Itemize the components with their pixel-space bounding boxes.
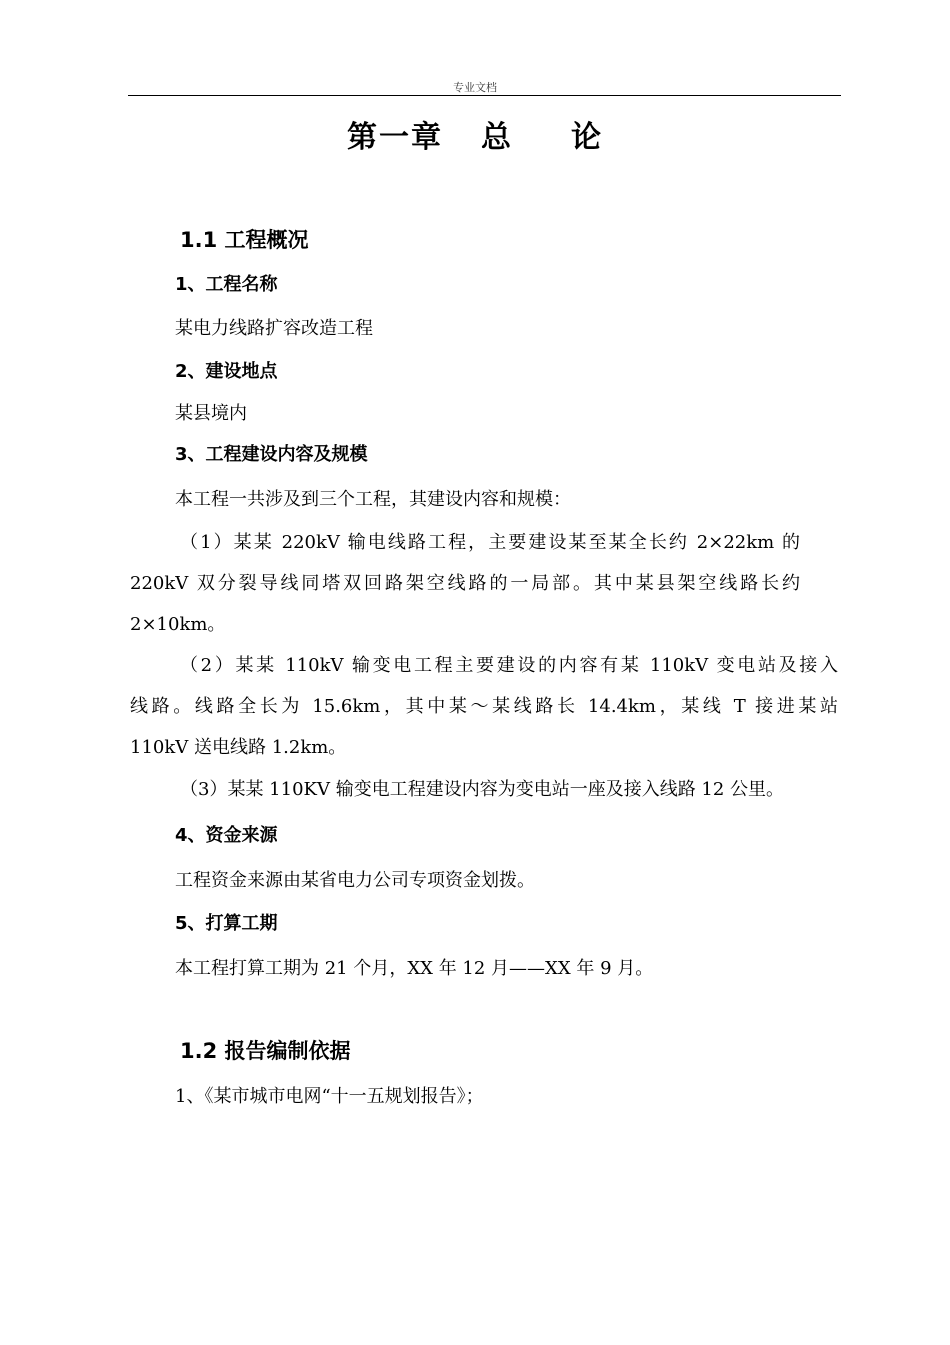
section-title-1-1: 1.1 工程概况 — [180, 228, 309, 252]
scope-para-1-line-2: 220kV 双分裂导线同塔双回路架空线路的一局部。其中某县架空线路长约 — [130, 573, 800, 594]
scope-para-2-line-3: 110kV 送电线路 1.2km。 — [130, 737, 347, 758]
funding-text: 工程资金来源由某省电力公司专项资金划拨。 — [175, 870, 535, 891]
heading-location: 2、建设地点 — [175, 361, 278, 382]
chapter-title — [0, 112, 950, 156]
heading-funding: 4、资金来源 — [175, 825, 278, 846]
chapter-number: 第一章 — [347, 120, 443, 155]
page-header: 专业文档 — [453, 81, 497, 94]
heading-schedule: 5、打算工期 — [175, 913, 278, 934]
scope-para-1-line-3: 2×10km。 — [130, 614, 226, 635]
header-rule — [128, 95, 841, 96]
chapter-word-1: 总 — [481, 120, 513, 155]
schedule-text: 本工程打算工期为 21 个月，XX 年 12 月——XX 年 9 月。 — [175, 958, 654, 979]
scope-para-1-line-1: （1）某某 220kV 输电线路工程，主要建设某至某全长约 2×22km 的 — [180, 532, 800, 553]
section-title-1-2: 1.2 报告编制依据 — [180, 1039, 351, 1063]
heading-project-name: 1、工程名称 — [175, 274, 278, 295]
scope-para-3: （3）某某 110KV 输变电工程建设内容为变电站一座及接入线路 12 公里。 — [180, 779, 785, 800]
scope-intro: 本工程一共涉及到三个工程，其建设内容和规模： — [175, 489, 571, 510]
basis-item-1: 1、《某市城市电网“十一五规划报告》； — [175, 1086, 484, 1107]
project-name-text: 某电力线路扩容改造工程 — [175, 318, 373, 339]
location-text: 某县境内 — [175, 403, 247, 424]
scope-para-2-line-1: （2）某某 110kV 输变电工程主要建设的内容有某 110kV 变电站及接入 — [180, 655, 838, 676]
heading-scope: 3、工程建设内容及规模 — [175, 444, 368, 465]
chapter-word-2: 论 — [571, 120, 603, 155]
scope-para-2-line-2: 线路。线路全长为 15.6km，其中某～某线路长 14.4km，某线 T 接进某站 — [130, 696, 838, 717]
